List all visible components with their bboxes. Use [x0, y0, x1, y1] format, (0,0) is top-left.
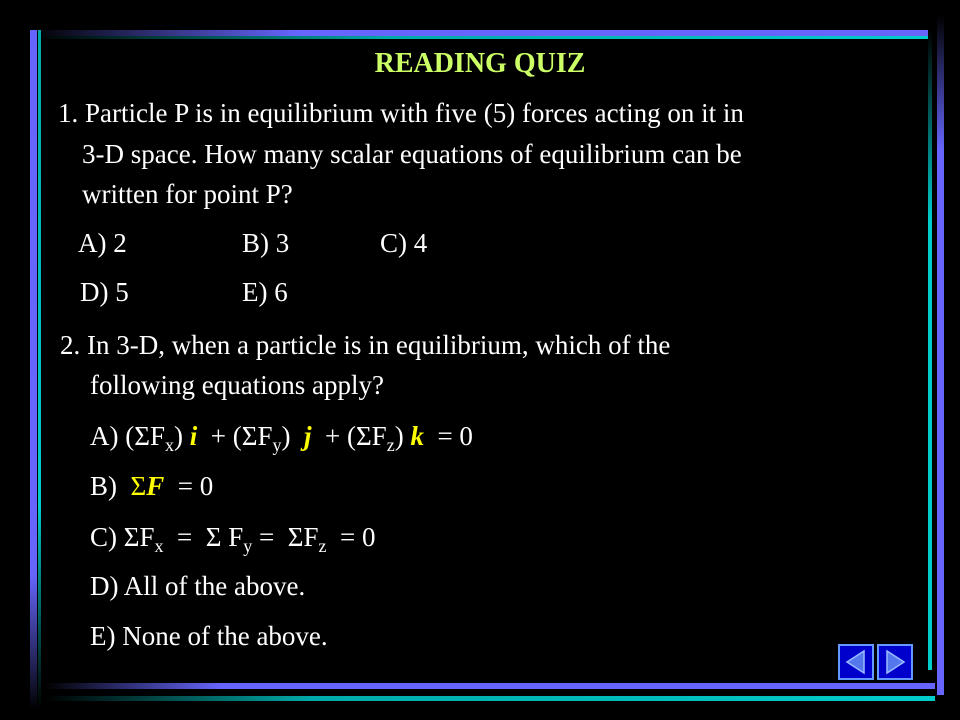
force-vector: F	[146, 471, 165, 501]
sigma-symbol: Σ	[134, 421, 150, 451]
force-symbol: F	[371, 421, 387, 451]
force-symbol: F	[139, 522, 155, 552]
unit-vector-k: k	[410, 421, 424, 451]
q1-text-line-2: 3-D space. How many scalar equations of equilibrium can be	[82, 139, 742, 169]
q2c-prefix: C)	[90, 522, 117, 552]
force-symbol: F	[149, 421, 165, 451]
q2-option-a[interactable]	[90, 423, 473, 454]
sigma-symbol: Σ	[130, 471, 147, 501]
q2b-prefix: B)	[90, 471, 117, 501]
close-paren: )	[281, 421, 291, 451]
q2-text-line-1: 2. In 3-D, when a particle is in equilibrium, which of the	[60, 330, 671, 360]
unit-vector-i: i	[189, 421, 198, 451]
frame-bar-bottom	[45, 683, 935, 689]
force-symbol: F	[228, 522, 244, 552]
triangle-right-icon	[879, 646, 911, 678]
close-paren: )	[173, 421, 183, 451]
sigma-symbol: Σ	[355, 421, 372, 451]
frame-bar-bottom-accent	[45, 696, 935, 701]
equals-zero: = 0	[177, 471, 214, 501]
q2-option-d[interactable]: D) All of the above.	[90, 571, 306, 601]
sigma-symbol: Σ	[241, 421, 258, 451]
sigma-symbol: Σ	[287, 522, 304, 552]
q2a-prefix: A) (	[90, 421, 135, 451]
plus-open: + (	[324, 421, 356, 451]
frame-bar-top-accent	[30, 36, 930, 39]
force-symbol: F	[257, 421, 273, 451]
frame-bar-left	[30, 30, 37, 710]
q2-option-b[interactable]	[90, 473, 213, 500]
force-symbol: F	[303, 522, 319, 552]
equals-zero: = 0	[437, 421, 473, 451]
q1-option-e[interactable]: E) 6	[242, 277, 288, 307]
equals-zero: = 0	[339, 522, 376, 552]
equals-sign: =	[177, 522, 193, 552]
prev-slide-button[interactable]	[838, 644, 874, 680]
subscript-z: z	[318, 536, 327, 556]
subscript-z: z	[386, 435, 395, 455]
subscript-y: y	[243, 536, 253, 556]
equals-sign: =	[258, 522, 275, 552]
q1-option-b[interactable]: B) 3	[242, 228, 290, 258]
close-paren: )	[394, 421, 404, 451]
q2-text-line-2: following equations apply?	[90, 370, 384, 400]
q2-option-c[interactable]	[90, 524, 375, 555]
next-slide-button[interactable]	[877, 644, 913, 680]
q1-option-d[interactable]: D) 5	[80, 277, 129, 307]
q1-option-a[interactable]: A) 2	[78, 228, 127, 258]
frame-bar-left-accent	[38, 30, 41, 710]
subscript-x: x	[154, 536, 164, 556]
q1-text-line-1: 1. Particle P is in equilibrium with five (5) forces acting on it in	[58, 98, 744, 128]
q1-text-line-3: written for point P?	[82, 179, 293, 209]
plus-open: + (	[210, 421, 242, 451]
frame-bar-right	[937, 15, 944, 695]
unit-vector-j: j	[303, 421, 312, 451]
slide-title: READING QUIZ	[374, 48, 586, 79]
subscript-x: x	[164, 435, 174, 455]
triangle-left-icon	[840, 646, 872, 678]
q1-option-c[interactable]: C) 4	[380, 228, 428, 258]
subscript-y: y	[272, 435, 282, 455]
sigma-symbol: Σ	[205, 522, 222, 552]
sigma-symbol: Σ	[123, 522, 140, 552]
q2-option-e[interactable]: E) None of the above.	[90, 621, 328, 651]
frame-bar-right-accent	[928, 30, 932, 670]
